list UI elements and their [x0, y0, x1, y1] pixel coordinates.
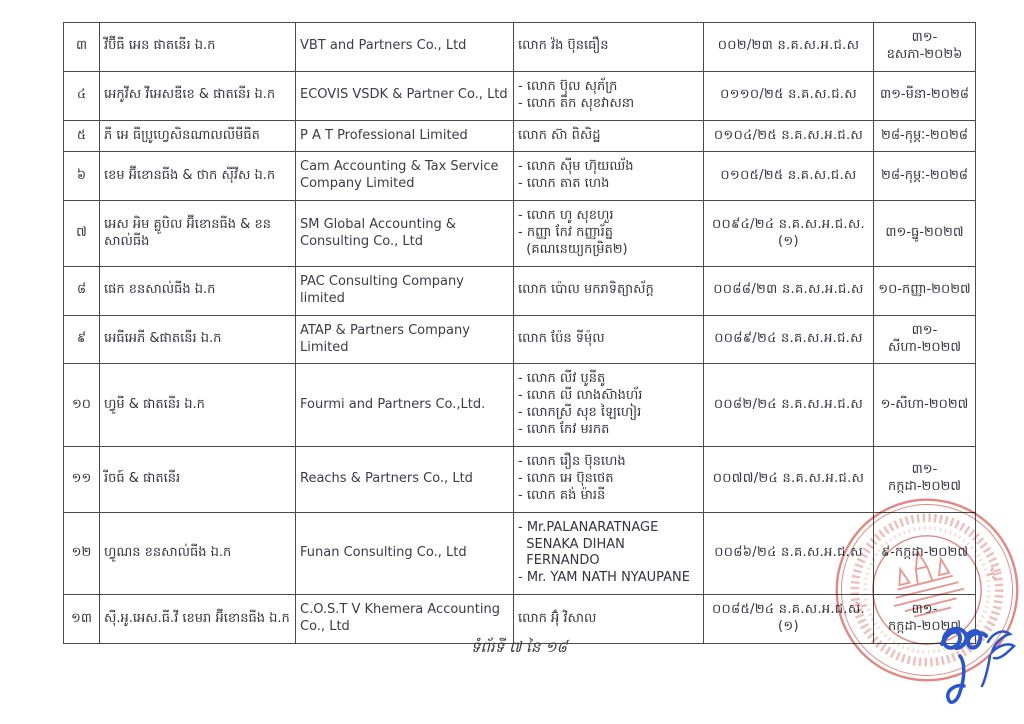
representative-line: - Mr.PALANARATNAGE [518, 519, 659, 535]
khmer-name-cell: អេធីអេភី &ផាតនើរ ឯ.ក [100, 315, 296, 364]
khmer-name-cell: ភី អេ ធីប្រូហ្វេសិនណាលលីមីធីត [100, 120, 296, 152]
representative-line: - លោក ប៊ុល សុភ័ក្រ [518, 78, 618, 94]
license-number-cell: ០០៩៤/២៤ ន.គ.ស.អ.ជ.ស.(១) [704, 201, 874, 267]
representative-line: FERNANDO [518, 553, 600, 569]
license-number-cell: ០០៨៩/២៤ ន.គ.ស.អ.ជ.ស [704, 315, 874, 364]
expiry-date-cell: ៣១-កក្កដា-២០២៧ [874, 595, 976, 644]
row-number-cell: ៣ [64, 23, 100, 72]
khmer-name-cell: ស៊ី.អូ.អេស.ធី.វី ខេមរា អ៊ីខោនធីង ឯ.ក [100, 595, 296, 644]
table-body [64, 23, 976, 644]
khmer-name-cell: អេស អិម គ្លូបិល អ៊ីខោនធីង & ខនសាល់ធីង [100, 201, 296, 267]
representatives-cell [514, 266, 704, 315]
representative-line: - លោក តឹក សុខវាសនា [518, 95, 635, 111]
row-number-cell: ១២ [64, 512, 100, 595]
khmer-name-cell: ផេក ខនសាល់ធីង ឯ.ក [100, 266, 296, 315]
page-footer: ទំព័រទី ៧ នៃ ១៨ [470, 638, 568, 656]
representative-line: - លោក ស៊ីម ហ៊ុយឈ័ង [518, 159, 634, 175]
license-number-cell: ០០៨៦/២៤ ន.គ.ស.អ.ជ.ស [704, 512, 874, 595]
representative-line: - លោក កែវ មរកត [518, 422, 610, 438]
khmer-name-cell: រីចធ៍ & ផាតនើរ [100, 447, 296, 513]
table-row [64, 201, 976, 267]
table-row [64, 266, 976, 315]
english-name-cell: Fourmi and Partners Co.,Ltd. [296, 364, 514, 447]
license-number-cell: ០០២/២៣ ន.គ.ស.អ.ជ.ស [704, 23, 874, 72]
row-number-cell: ៨ [64, 266, 100, 315]
english-name-cell: SM Global Accounting & Consulting Co., Ltd [296, 201, 514, 267]
table-row [64, 315, 976, 364]
representative-line: - លោក អេ ប៊ុនថេត [518, 470, 614, 486]
khmer-name-cell: ហ្វូណន ខនសាល់ធីង ឯ.ក [100, 512, 296, 595]
expiry-date-cell: ១០-កញ្ញា-២០២៧ [874, 266, 976, 315]
expiry-date-cell: ៣១-ធ្នូ-២០២៧ [874, 201, 976, 267]
expiry-date-cell: ២៨-កុម្ភៈ-២០២៨ [874, 152, 976, 201]
row-number-cell: ១០ [64, 364, 100, 447]
representatives-cell [514, 201, 704, 267]
expiry-date-cell: ៩-កក្កដា-២០២៧ [874, 512, 976, 595]
row-number-cell: ៤ [64, 71, 100, 120]
representatives-cell [514, 315, 704, 364]
representatives-cell [514, 512, 704, 595]
license-number-cell: ០០៧៧/២៤ ន.គ.ស.អ.ជ.ស [704, 447, 874, 513]
english-name-cell: P A T Professional Limited [296, 120, 514, 152]
representative-line: (គណនេយ្យកម្រិត២) [518, 242, 628, 258]
expiry-date-cell: ១-សីហា-២០២៧ [874, 364, 976, 447]
representatives-cell [514, 23, 704, 72]
table-row [64, 595, 976, 644]
expiry-date-cell: ៣១-សីហា-២០២៧ [874, 315, 976, 364]
representatives-cell [514, 120, 704, 152]
representatives-cell [514, 71, 704, 120]
khmer-name-cell: អេកូវីស វីអេសឌីខេ & ផាតនើរ ឯ.ក [100, 71, 296, 120]
row-number-cell: ៧ [64, 201, 100, 267]
table-row [64, 364, 976, 447]
english-name-cell: ATAP & Partners Company Limited [296, 315, 514, 364]
row-number-cell: ១១ [64, 447, 100, 513]
english-name-cell: PAC Consulting Company limited [296, 266, 514, 315]
representative-line: - លោក ហូ សុខហួរ [518, 208, 614, 224]
license-number-cell: ០០៨៨/២៣ ន.គ.ស.អ.ជ.ស [704, 266, 874, 315]
expiry-date-cell: ២៨-កុម្ភៈ-២០២៨ [874, 120, 976, 152]
representative-line: - លោក តាត ហេង [518, 176, 610, 192]
english-name-cell: VBT and Partners Co., Ltd [296, 23, 514, 72]
row-number-cell: ១៣ [64, 595, 100, 644]
license-number-cell: ០១០៤/២៥ ន.គ.ស.អ.ជ.ស [704, 120, 874, 152]
expiry-date-cell: ៣១-ឧសភា-២០២៦ [874, 23, 976, 72]
license-number-cell: ០១១០/២៥ ន.គ.ស.ជ.ស [704, 71, 874, 120]
representative-line: - លោកស្រី សុខ ឡៃហៀរ [518, 405, 642, 421]
representative-line: - លោក រឿន ប៊ុនហេង [518, 454, 626, 470]
representative-line: លោក ប៉ែន ទីម៉ុល [518, 331, 605, 347]
representative-line: លោក វ៉ង ប៊ុនធឿន [518, 38, 609, 54]
representative-line: - លោក គង់ ម៉ារនី [518, 487, 606, 503]
license-number-cell: ០០៨២/២៤ ន.គ.ស.អ.ជ.ស [704, 364, 874, 447]
table-row [64, 152, 976, 201]
table-row [64, 447, 976, 513]
english-name-cell: Cam Accounting & Tax Service Company Limited [296, 152, 514, 201]
license-number-cell: ០០៨៥/២៤ ន.គ.ស.អ.ជ.ស.(១) [704, 595, 874, 644]
table-row [64, 120, 976, 152]
expiry-date-cell: ៣១-មីនា-២០២៨ [874, 71, 976, 120]
row-number-cell: ៦ [64, 152, 100, 201]
english-name-cell: C.O.S.T V Khemera Accounting Co., Ltd [296, 595, 514, 644]
representative-line: - កញ្ញា កែវ កញ្ញារ័ត្ន [518, 225, 613, 241]
khmer-name-cell: ខេម អ៊ីខោនធីង & ថាក ស៊ីវីស ឯ.ក [100, 152, 296, 201]
representative-line: - លោក លី លាងស៊ាងហ័រ [518, 388, 643, 404]
expiry-date-cell: ៣១-កក្កដា-២០២៧ [874, 447, 976, 513]
row-number-cell: ៥ [64, 120, 100, 152]
row-number-cell: ៩ [64, 315, 100, 364]
english-name-cell: Reachs & Partners Co., Ltd [296, 447, 514, 513]
representatives-cell [514, 152, 704, 201]
khmer-name-cell: ហ្វូមី & ផាតនើរ ឯ.ក [100, 364, 296, 447]
table-row [64, 23, 976, 72]
representatives-cell [514, 364, 704, 447]
representative-line: SENAKA DIHAN [518, 536, 625, 552]
license-number-cell: ០១០៥/២៥ ន.គ.ស.ជ.ស [704, 152, 874, 201]
representative-line: លោក ស៊ា ពិសិដ្ឋ [518, 127, 601, 143]
auditors-table [63, 22, 976, 644]
khmer-name-cell: វីប៊ីធី អេន ផាតនើរ ឯ.ក [100, 23, 296, 72]
representative-line: - Mr. YAM NATH NYAUPANE [518, 570, 690, 586]
english-name-cell: Funan Consulting Co., Ltd [296, 512, 514, 595]
english-name-cell: ECOVIS VSDK & Partner Co., Ltd [296, 71, 514, 120]
table-row [64, 512, 976, 595]
representative-line: លោក ប៉ោល មករាទិត្យាស័ក្ត [518, 282, 654, 298]
representative-line: - លោក លីវ បូនីតូ [518, 371, 606, 387]
representatives-cell [514, 595, 704, 644]
representative-line: លោក អ៊ុំ វិសាល [518, 610, 597, 626]
table-row [64, 71, 976, 120]
representatives-cell [514, 447, 704, 513]
